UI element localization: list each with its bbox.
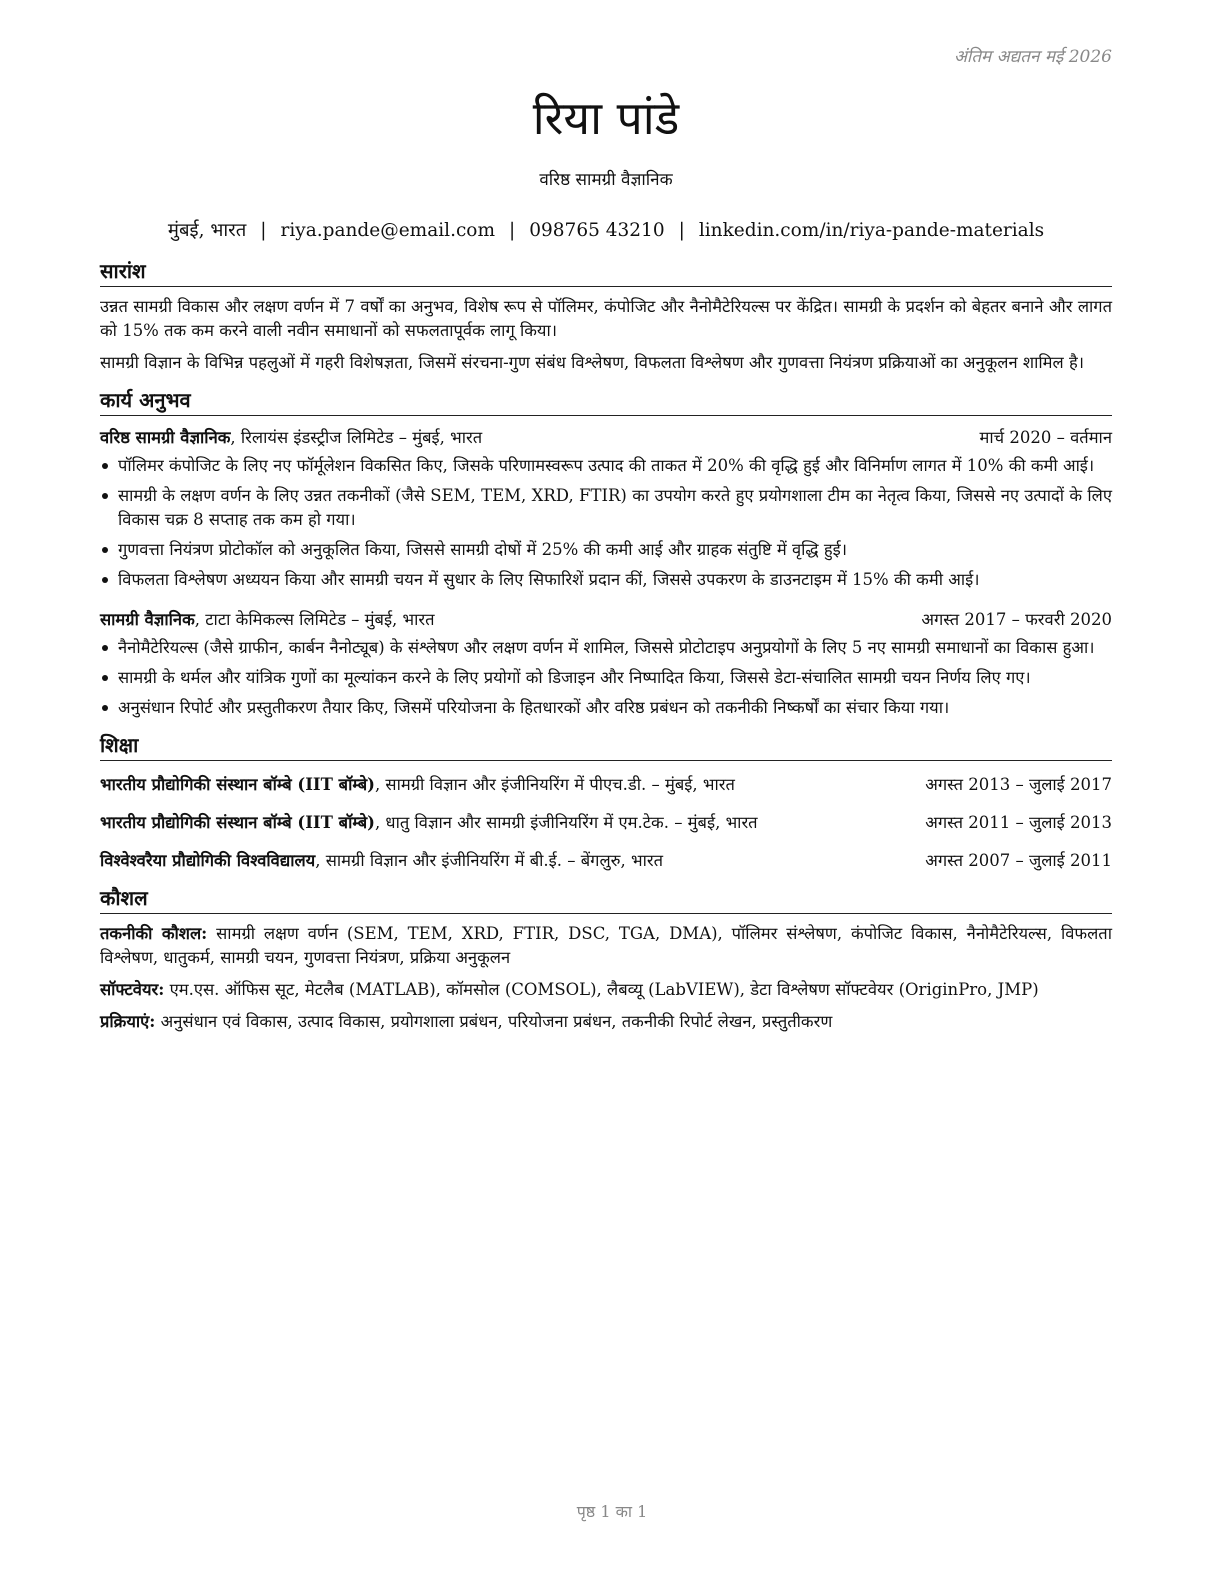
page-number: पृष्ठ 1 का 1 (576, 1502, 648, 1521)
summary-heading: सारांश (100, 258, 1112, 287)
edu-institution: विश्वेश्वरैया प्रौद्योगिकी विश्वविद्यालय (100, 851, 316, 870)
skill-line-software (100, 978, 1112, 1002)
skill-line-technical (100, 922, 1112, 970)
last-updated: अंतिम अद्यतन मई 2026 (953, 47, 1112, 67)
edu-institution: भारतीय प्रौद्योगिकी संस्थान बॉम्बे (IIT बॉम्बे) (100, 775, 375, 794)
list-item: गुणवत्ता नियंत्रण प्रोटोकॉल को अनुकूलित किया, जिससे सामग्री दोषों में 25% की कमी आई और ग्राहक संतुष्टि में वृद्धि हुई। (100, 538, 1112, 562)
job-header (100, 608, 1112, 632)
bullet-icon (102, 705, 108, 711)
job-dates: मार्च 2020 – वर्तमान (979, 428, 1112, 447)
bullet-icon (102, 577, 108, 583)
list-item: अनुसंधान रिपोर्ट और प्रस्तुतीकरण तैयार किए, जिसमें परियोजना के हितधारकों और वरिष्ठ प्रबंधन को तकनीकी निष्कर्षों का संचार किया गया। (100, 696, 1112, 720)
skill-value: सामग्री लक्षण वर्णन (SEM, TEM, XRD, FTIR, DSC, TGA, DMA), पॉलिमर संश्लेषण, कंपोजिट विकास, नैनोमैटेरियल्स, विफलता विश्लेषण, धातुकर्म, सामग्री चयन, गुणवत्ता नियंत्रण, प्रक्रिया अनुकूलन (100, 924, 1112, 967)
skill-value: एम.एस. ऑफिस सूट, मेटलैब (MATLAB), कॉमसोल (COMSOL), लैबव्यू (LabVIEW), डेटा विश्लेषण सॉफ्टवेयर (OriginPro, JMP) (164, 980, 1039, 999)
job-org: , टाटा केमिकल्स लिमिटेड – मुंबई, भारत (194, 610, 435, 629)
job-dates: अगस्त 2017 – फरवरी 2020 (921, 610, 1112, 629)
job-role: सामग्री वैज्ञानिक (100, 610, 195, 629)
skill-line-processes (100, 1010, 1112, 1034)
job-org: , रिलायंस इंडस्ट्रीज लिमिटेड – मुंबई, भारत (230, 428, 483, 447)
job-role: वरिष्ठ सामग्री वैज्ञानिक (100, 428, 231, 447)
candidate-name: रिया पांडे (532, 91, 680, 145)
bullet-icon (102, 645, 108, 651)
job-bullets (100, 454, 1112, 592)
education-item (100, 773, 1112, 797)
contact-separator: | (509, 220, 516, 241)
skill-value: अनुसंधान एवं विकास, उत्पाद विकास, प्रयोगशाला प्रबंधन, परियोजना प्रबंधन, तकनीकी रिपोर्ट लेखन, प्रस्तुतीकरण (155, 1012, 833, 1031)
edu-dates: अगस्त 2007 – जुलाई 2011 (925, 851, 1112, 870)
edu-detail: , सामग्री विज्ञान और इंजीनियरिंग में पीएच.डी. – मुंबई, भारत (374, 775, 735, 794)
job-bullets (100, 636, 1112, 720)
summary-paragraph: सामग्री विज्ञान के विभिन्न पहलुओं में गहरी विशेषज्ञता, जिसमें संरचना-गुण संबंध विश्लेषण, विफलता विश्लेषण और गुणवत्ता नियंत्रण प्रक्रियाओं का अनुकूलन शामिल है। (100, 353, 1084, 372)
contact-phone: 098765 43210 (529, 220, 665, 241)
contact-linkedin[interactable]: linkedin.com/in/riya-pande-materials (698, 220, 1045, 241)
skill-label: प्रक्रियाएं: (100, 1012, 156, 1031)
edu-institution: भारतीय प्रौद्योगिकी संस्थान बॉम्बे (IIT बॉम्बे) (100, 813, 375, 832)
skills-heading: कौशल (100, 885, 1112, 914)
education-list (100, 773, 1112, 873)
edu-dates: अगस्त 2011 – जुलाई 2013 (925, 813, 1112, 832)
contact-separator: | (678, 220, 685, 241)
education-item (100, 849, 1112, 873)
skill-label: तकनीकी कौशल: (100, 924, 208, 943)
edu-detail: , सामग्री विज्ञान और इंजीनियरिंग में बी.ई. – बेंगलुरु, भारत (315, 851, 664, 870)
bullet-icon (102, 675, 108, 681)
list-item: सामग्री के थर्मल और यांत्रिक गुणों का मूल्यांकन करने के लिए प्रयोगों को डिजाइन और निष्पादित किया, जिससे डेटा-संचालित सामग्री चयन निर्णय लिए गए। (100, 666, 1112, 690)
edu-detail: , धातु विज्ञान और सामग्री इंजीनियरिंग में एम.टेक. – मुंबई, भारत (374, 813, 758, 832)
candidate-title: वरिष्ठ सामग्री वैज्ञानिक (539, 170, 673, 190)
list-item: विफलता विश्लेषण अध्ययन किया और सामग्री चयन में सुधार के लिए सिफारिशें प्रदान कीं, जिससे उपकरण के डाउनटाइम में 15% की कमी आई। (100, 568, 1112, 592)
skill-label: सॉफ्टवेयर: (100, 980, 165, 999)
edu-dates: अगस्त 2013 – जुलाई 2017 (925, 775, 1112, 794)
bullet-icon (102, 547, 108, 553)
resume-page (100, 40, 1112, 1034)
education-heading: शिक्षा (100, 732, 1112, 761)
summary-paragraph: उन्नत सामग्री विकास और लक्षण वर्णन में 7 वर्षों का अनुभव, विशेष रूप से पॉलिमर, कंपोजिट और नैनोमैटेरियल्स पर केंद्रित। सामग्री के प्रदर्शन को बेहतर बनाने और लागत को 15% तक कम करने वाली नवीन समाधानों को सफलतापूर्वक लागू किया। (100, 297, 1112, 340)
bullet-icon (102, 493, 108, 499)
education-item (100, 811, 1112, 835)
contact-location: मुंबई, भारत (167, 220, 247, 241)
experience-heading: कार्य अनुभव (100, 387, 1112, 416)
job-header (100, 426, 1112, 450)
list-item: नैनोमैटेरियल्स (जैसे ग्राफीन, कार्बन नैनोट्यूब) के संश्लेषण और लक्षण वर्णन में शामिल, जिससे प्रोटोटाइप अनुप्रयोगों के लिए 5 नए सामग्री समाधानों का विकास हुआ। (100, 636, 1112, 660)
contact-separator: | (260, 220, 267, 241)
contact-email[interactable]: riya.pande@email.com (280, 220, 495, 241)
contact-line (100, 218, 1112, 244)
list-item: सामग्री के लक्षण वर्णन के लिए उन्नत तकनीकों (जैसे SEM, TEM, XRD, FTIR) का उपयोग करते हुए प्रयोगशाला टीम का नेतृत्व किया, जिससे नए उत्पादों के लिए विकास चक्र 8 सप्ताह तक कम हो गया। (100, 484, 1112, 532)
list-item: पॉलिमर कंपोजिट के लिए नए फॉर्मूलेशन विकसित किए, जिसके परिणामस्वरूप उत्पाद की ताकत में 20% की वृद्धि हुई और विनिर्माण लागत में 10% की कमी आई। (100, 454, 1112, 478)
bullet-icon (102, 463, 108, 469)
